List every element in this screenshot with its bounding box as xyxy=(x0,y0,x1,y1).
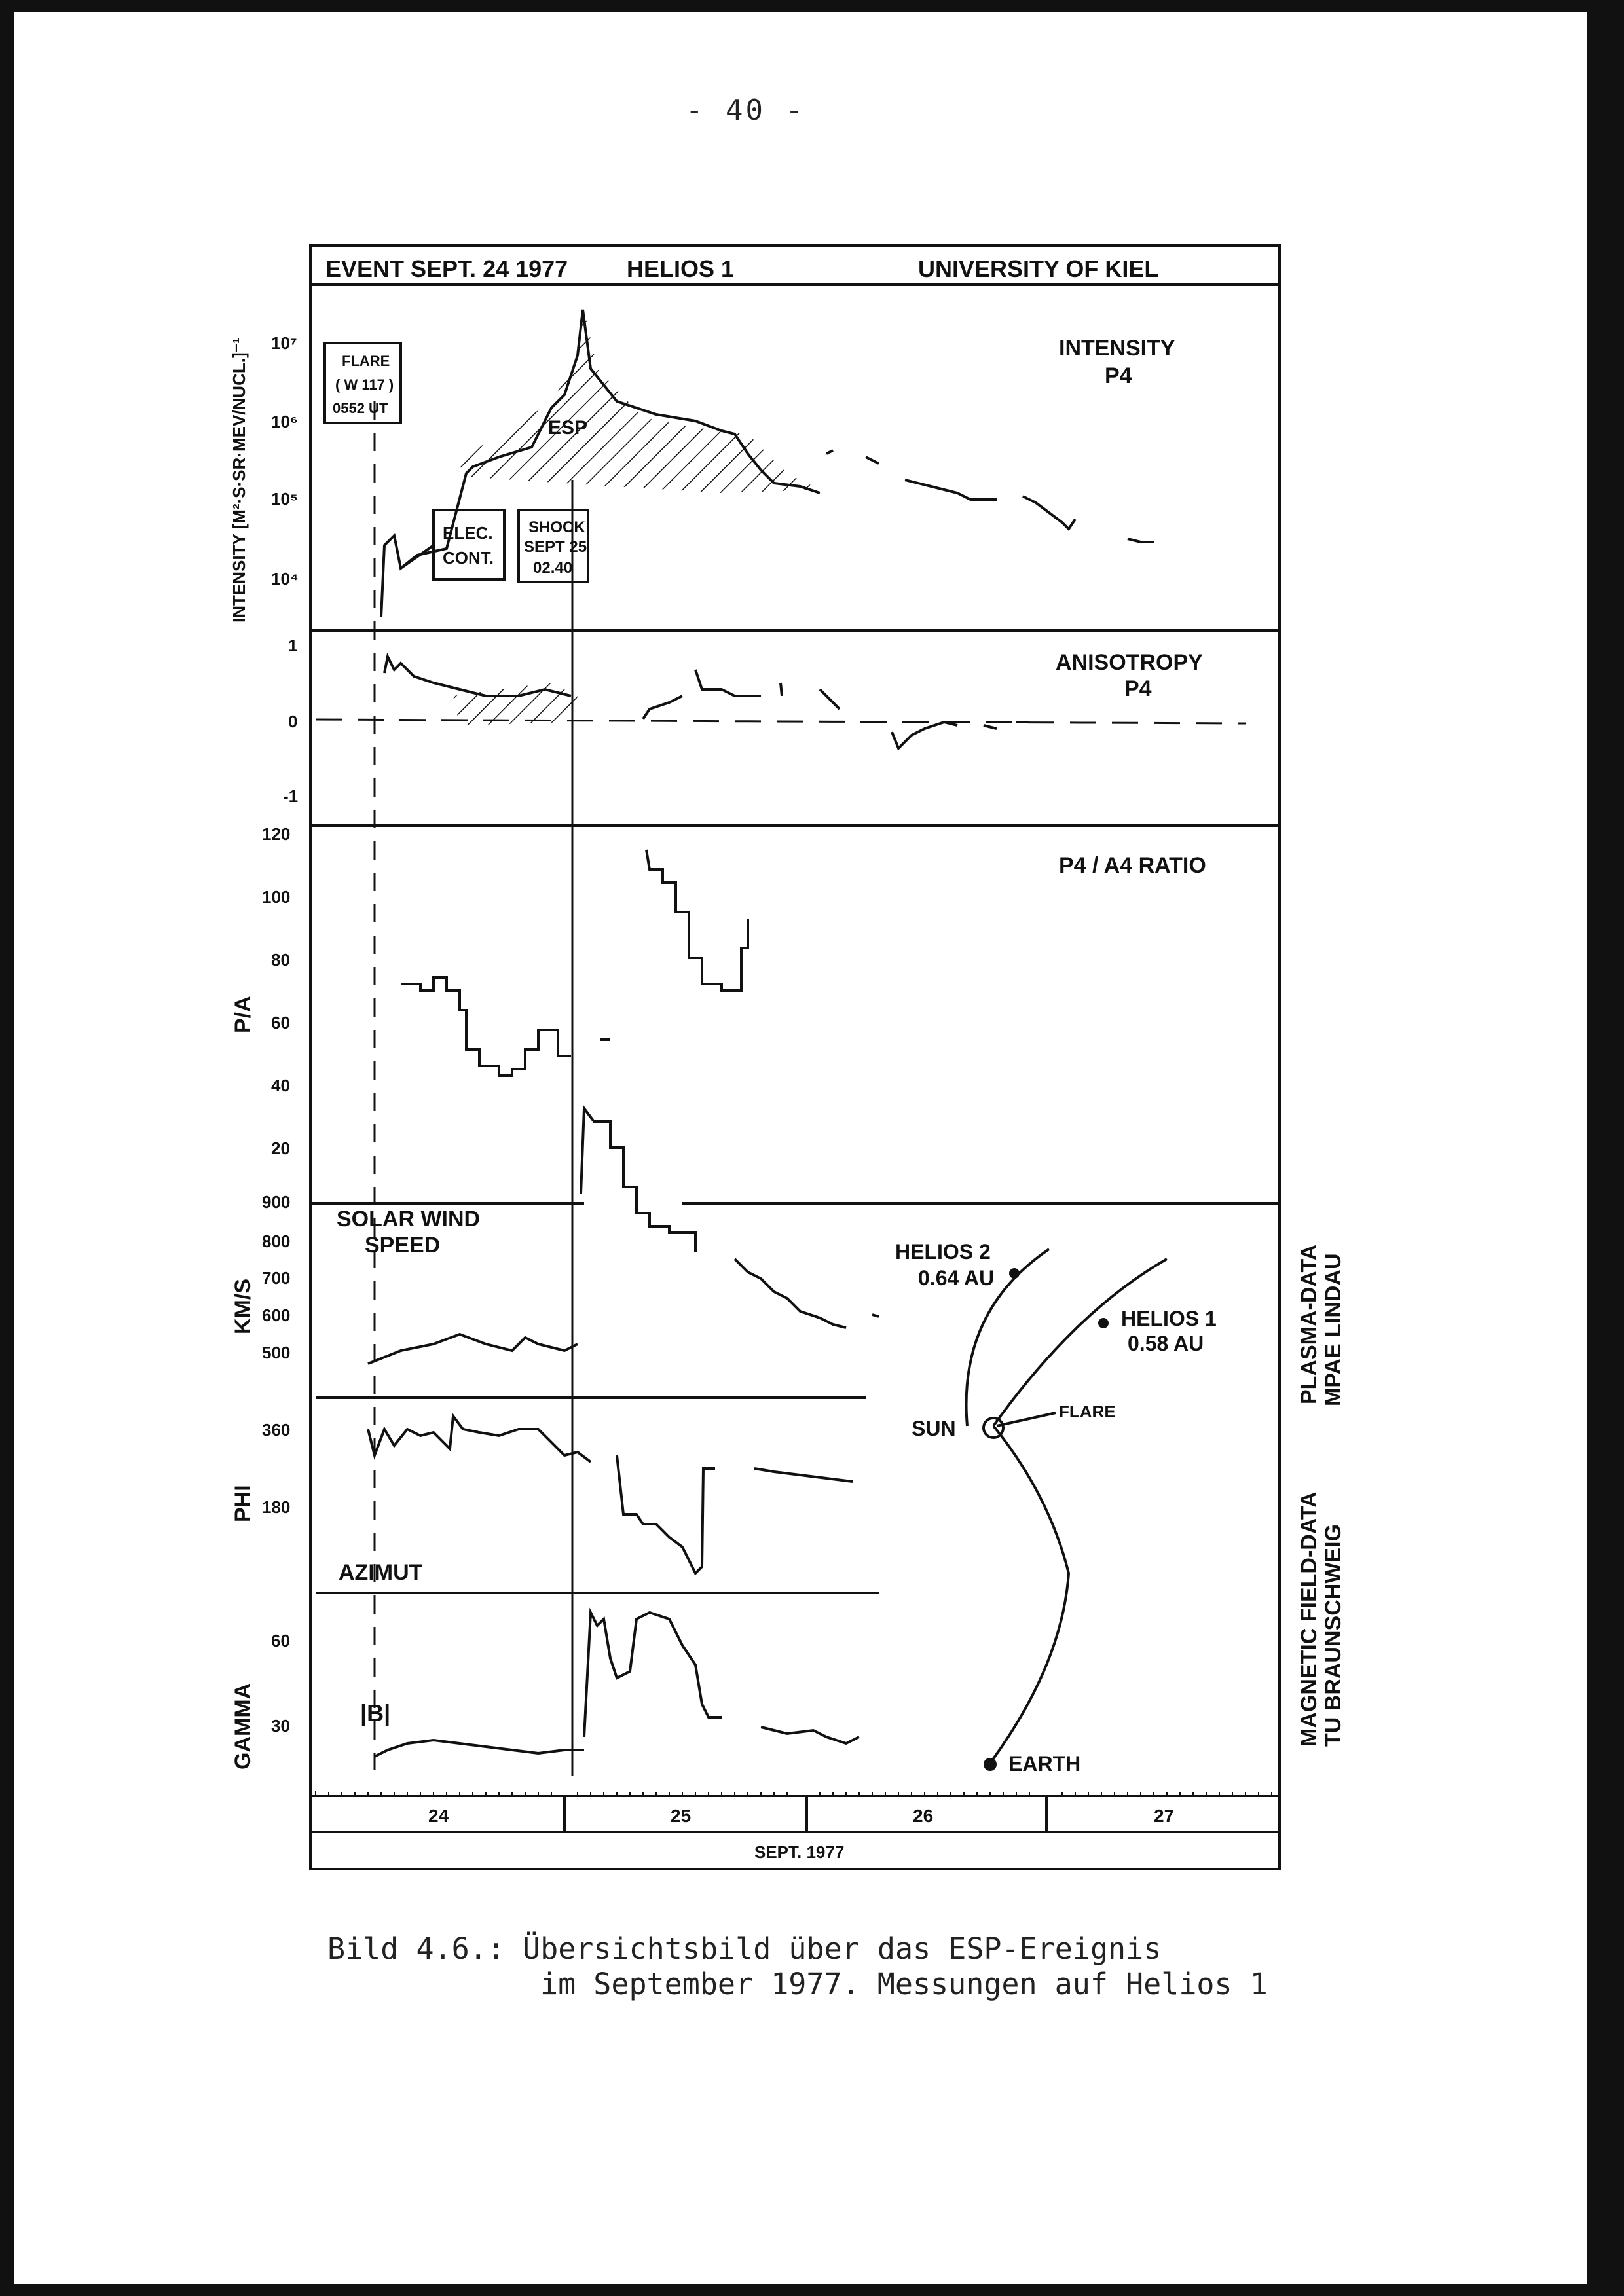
anisotropy-tick-1: 1 xyxy=(288,636,298,655)
ratio-ylabel: P/A xyxy=(231,996,255,1033)
helios2-name: HELIOS 2 xyxy=(895,1240,991,1264)
ratio-tick-80: 80 xyxy=(271,950,290,970)
shock-box-line3: 02.40 xyxy=(533,559,573,577)
plasma-label-2: MPAE LINDAU xyxy=(1321,1253,1346,1406)
mag-label-1: MAGNETIC FIELD-DATA xyxy=(1297,1491,1321,1747)
helios1-name: HELIOS 1 xyxy=(1121,1307,1217,1330)
ratio-title: P4 / A4 RATIO xyxy=(1059,853,1206,878)
intensity-tick-1e4: 10⁴ xyxy=(271,569,299,589)
ratio-tick-120: 120 xyxy=(262,824,291,844)
anisotropy-title: ANISOTROPY xyxy=(1056,650,1203,675)
anisotropy-tick-0: 0 xyxy=(288,712,298,731)
phi-label: AZIMUT xyxy=(339,1560,423,1585)
intensity-ylabel: INTENSITY [M²·S·SR·MEV/NUCL.]⁻¹ xyxy=(229,338,249,623)
esp-label: ESP xyxy=(548,417,588,439)
wind-tick-600: 600 xyxy=(262,1305,291,1325)
mag-label-2: TU BRAUNSCHWEIG xyxy=(1321,1524,1346,1747)
wind-tick-700: 700 xyxy=(262,1268,291,1288)
ratio-tick-60: 60 xyxy=(271,1013,290,1032)
wind-tick-900: 900 xyxy=(262,1192,291,1212)
page-number: - 40 - xyxy=(686,94,805,127)
wind-label-line2: SPEED xyxy=(365,1233,441,1258)
intensity-tick-1e7: 10⁷ xyxy=(271,333,297,353)
intensity-tick-1e6: 10⁶ xyxy=(271,412,298,431)
intensity-subtitle: P4 xyxy=(1105,363,1132,388)
phi-tick-180: 180 xyxy=(262,1497,291,1517)
helios2-dist: 0.64 AU xyxy=(918,1266,995,1290)
gamma-label: |B| xyxy=(360,1700,391,1726)
sun-label: SUN xyxy=(912,1417,956,1440)
xaxis-label: SEPT. 1977 xyxy=(754,1842,845,1862)
anisotropy-tick-neg1: -1 xyxy=(283,786,299,806)
day-25: 25 xyxy=(671,1806,692,1826)
esp-event-figure xyxy=(229,238,1346,1904)
ratio-tick-20: 20 xyxy=(271,1139,290,1158)
ratio-tick-100: 100 xyxy=(262,887,291,907)
wind-ylabel: KM/S xyxy=(231,1279,255,1334)
day-27: 27 xyxy=(1154,1806,1175,1826)
intensity-tick-1e5: 10⁵ xyxy=(271,489,299,509)
anisotropy-subtitle: P4 xyxy=(1124,676,1152,701)
day-26: 26 xyxy=(913,1806,934,1826)
helios1-dist: 0.58 AU xyxy=(1128,1332,1204,1355)
phi-ylabel: PHI xyxy=(231,1485,255,1522)
flare-box-line3: 0552 UT xyxy=(333,400,388,416)
caption-line-2: im September 1977. Messungen auf Helios 1 xyxy=(540,1967,1268,2001)
gamma-tick-30: 30 xyxy=(271,1716,290,1736)
ratio-tick-40: 40 xyxy=(271,1076,290,1095)
caption-line-1: Bild 4.6.: Übersichtsbild über das ESP-Ereignis xyxy=(327,1931,1162,1966)
flare-box-line2: ( W 117 ) xyxy=(335,376,394,393)
figure-caption xyxy=(327,1931,1268,2002)
shock-box-line1: SHOCK xyxy=(528,519,585,536)
wind-label-line1: SOLAR WIND xyxy=(337,1207,481,1231)
plasma-label-1: PLASMA-DATA xyxy=(1297,1244,1321,1404)
header-mission: HELIOS 1 xyxy=(627,255,735,282)
flare-box-line1: FLARE xyxy=(342,353,390,369)
orbit-flare-label: FLARE xyxy=(1059,1402,1116,1421)
wind-tick-500: 500 xyxy=(262,1343,291,1362)
elec-box-line2: CONT. xyxy=(443,548,494,568)
document-page xyxy=(14,12,1587,2284)
day-24: 24 xyxy=(428,1806,449,1826)
elec-box-line1: ELEC. xyxy=(443,523,493,543)
shock-box-line2: SEPT 25 xyxy=(524,538,587,556)
elec-cont-box xyxy=(434,510,504,579)
phi-tick-360: 360 xyxy=(262,1420,291,1440)
header-event: EVENT SEPT. 24 1977 xyxy=(325,255,568,282)
intensity-title: INTENSITY xyxy=(1059,336,1175,361)
header-institute: UNIVERSITY OF KIEL xyxy=(918,255,1159,282)
earth-label: EARTH xyxy=(1008,1752,1081,1776)
gamma-tick-60: 60 xyxy=(271,1631,290,1650)
wind-tick-800: 800 xyxy=(262,1231,291,1251)
gamma-ylabel: GAMMA xyxy=(231,1683,255,1770)
